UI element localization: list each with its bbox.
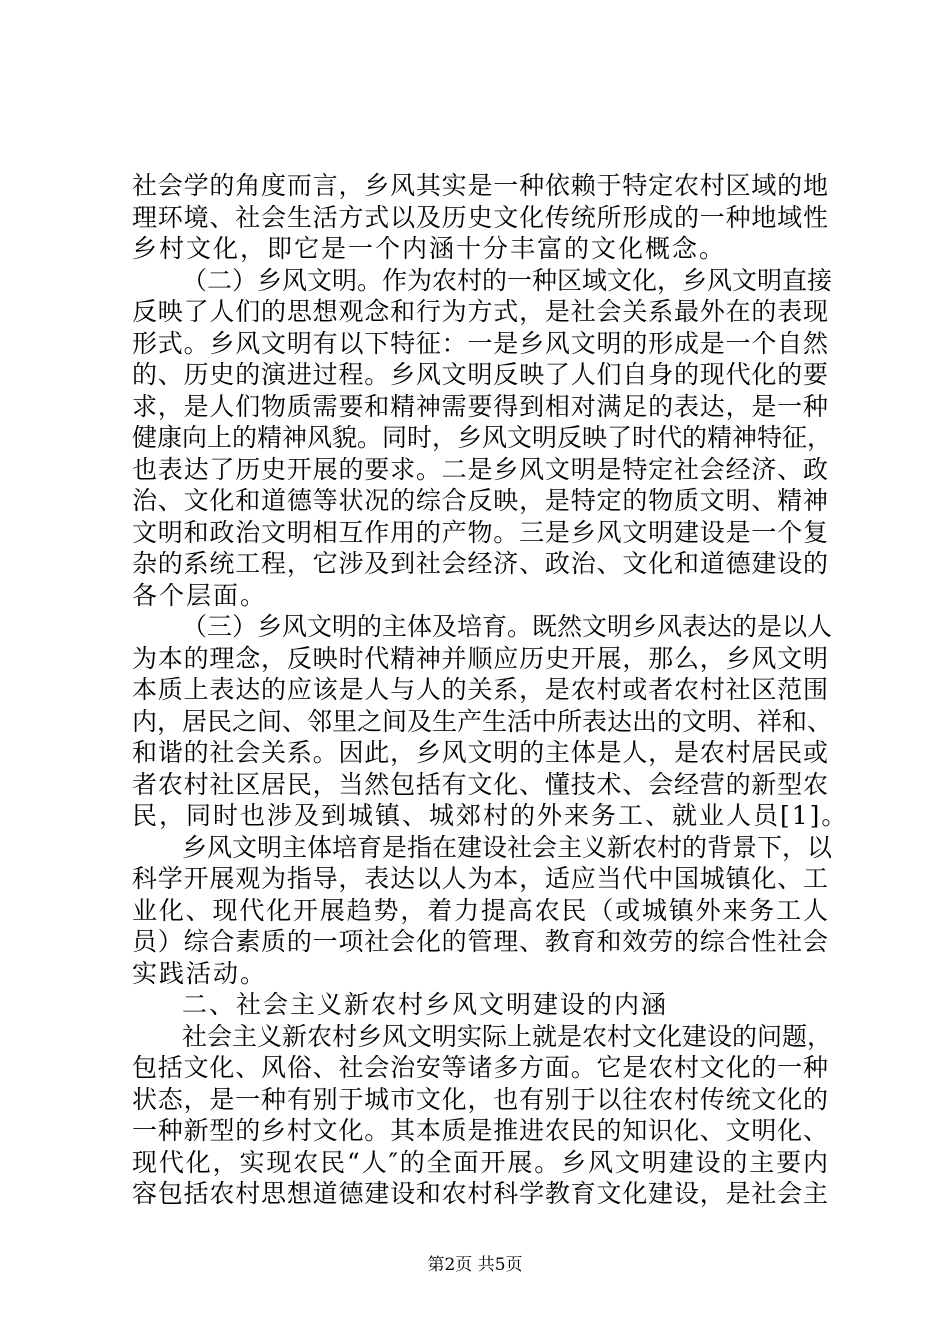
text-line: 乡村文化，即它是一个内涵十分丰富的文化概念。 <box>132 234 727 263</box>
text-line: 和谐的社会关系。因此，乡风文明的主体是人，是农村居民或 <box>132 738 828 767</box>
page-footer: 第2页 共5页 <box>427 1255 523 1275</box>
text-line: 治、文化和道德等状况的综合反映，是特定的物质文明、精神 <box>132 486 828 515</box>
text-line: 民，同时也涉及到城镇、城郊村的外来务工、就业人员[1]。 <box>132 801 849 830</box>
text-line: 社会主义新农村乡风文明实际上就是农村文化建设的问题， <box>182 1021 833 1051</box>
text-line: 为本的理念，反映时代精神并顺应历史开展，那么，乡风文明 <box>132 643 828 673</box>
text-line: 各个层面。 <box>132 580 268 610</box>
section-heading <box>132 989 828 1021</box>
text-line: 内，居民之间、邻里之间及生产生活中所表达出的文明、祥和、 <box>132 706 833 736</box>
text-line: 求，是人们物质需要和精神需要得到相对满足的表达，是一种 <box>132 391 828 421</box>
text-line: 健康向上的精神风貌。同时，乡风文明反映了时代的精神特征， <box>132 423 833 452</box>
text-line: 文明和政治文明相互作用的产物。三是乡风文明建设是一个复 <box>132 517 828 547</box>
text-line: 二、社会主义新农村乡风文明建设的内涵 <box>182 990 669 1019</box>
text-line: 实践活动。 <box>132 958 268 988</box>
text-line: 的、历史的演进过程。乡风文明反映了人们自身的现代化的要 <box>132 360 828 389</box>
text-line: （二）乡风文明。作为农村的一种区域文化，乡风文明直接 <box>182 265 833 295</box>
text-line: 社会学的角度而言，乡风其实是一种依赖于特定农村区域的地 <box>132 171 828 200</box>
paragraph-0 <box>132 170 828 265</box>
text-line: 本质上表达的应该是人与人的关系，是农村或者农村社区范围 <box>132 675 828 704</box>
text-line: 反映了人们的思想观念和行为方式，是社会关系最外在的表现 <box>132 297 828 326</box>
text-line: 理环境、社会生活方式以及历史文化传统所形成的一种地域性 <box>132 202 828 232</box>
text-line: 现代化，实现农民“人″的全面开展。乡风文明建设的主要内 <box>132 1147 828 1177</box>
paragraph-1 <box>132 265 833 612</box>
paragraph-2 <box>132 611 849 832</box>
document-body <box>132 170 849 1210</box>
text-line: 业化、现代化开展趋势，着力提高农民（或城镇外来务工人 <box>132 895 828 925</box>
text-line: 也表达了历史开展的要求。二是乡风文明是特定社会经济、政 <box>132 454 828 484</box>
text-line: 者农村社区居民，当然包括有文化、懂技术、会经营的新型农 <box>132 769 828 799</box>
text-line: 员）综合素质的一项社会化的管理、教育和效劳的综合性社会 <box>132 927 828 956</box>
text-line: 状态，是一种有别于城市文化，也有别于以往农村传统文化的 <box>132 1084 828 1114</box>
text-line: 形式。乡风文明有以下特征：一是乡风文明的形成是一个自然 <box>132 328 828 358</box>
paragraph-5 <box>132 1021 833 1210</box>
text-line: 杂的系统工程，它涉及到社会经济、政治、文化和道德建设的 <box>132 549 828 578</box>
paragraph-3 <box>132 832 833 990</box>
text-line: （三）乡风文明的主体及培育。既然文明乡风表达的是以人 <box>182 612 833 641</box>
text-line: 一种新型的乡村文化。其本质是推进农民的知识化、文明化、 <box>132 1116 828 1145</box>
text-line: 科学开展观为指导，表达以人为本，适应当代中国城镇化、工 <box>132 864 828 893</box>
text-line: 包括文化、风俗、社会治安等诸多方面。它是农村文化的一种 <box>132 1053 828 1082</box>
text-line: 乡风文明主体培育是指在建设社会主义新农村的背景下，以 <box>182 832 833 862</box>
text-line: 容包括农村思想道德建设和农村科学教育文化建设，是社会主 <box>132 1179 828 1208</box>
